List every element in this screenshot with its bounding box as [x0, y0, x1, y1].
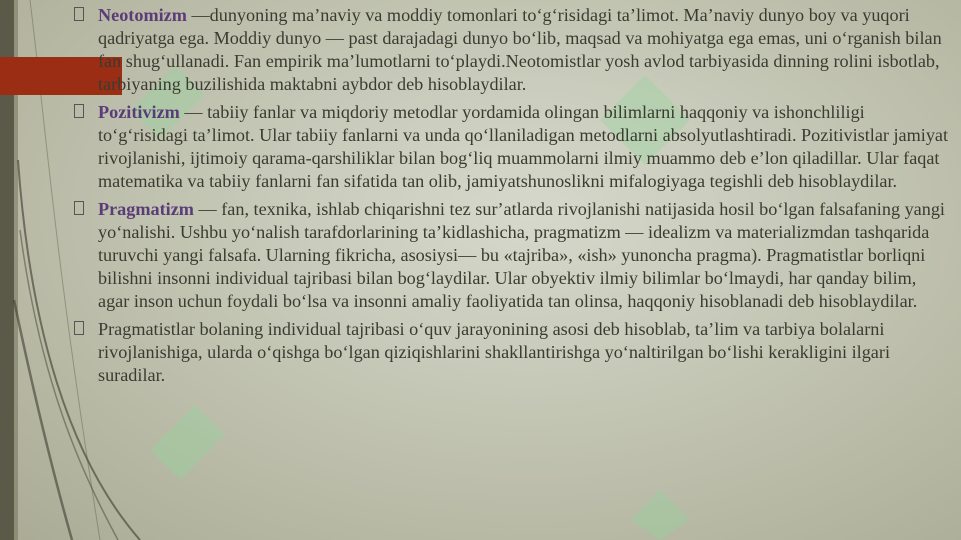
bullet-text: —dunyoning maʼnaviy va moddiy tomonlari toʻgʻrisidagi taʼlimot. Maʼnaviy dunyo boy va yuqori qadriyatga ega. Moddiy dunyo — past darajadagi dunyo boʻlib, maqsad va mohiyatga ega emas, uni oʻrganish bilan fan shugʻullanadi. Fan empirik maʼlumotlarni toʻplaydi.Neotomistlar yosh avlod tarbiyasida dinning rolini isbotlab, tarbiyaning buzilishida maktabni aybdor deb hisoblaydilar. — [98, 5, 942, 94]
bullet-item-pozitivizm — [72, 101, 952, 193]
bullet-icon — [74, 321, 84, 335]
bullet-icon — [74, 104, 84, 118]
bullet-text: Pragmatistlar bolaning individual tajribasi oʻquv jarayonining asosi deb hisoblab, taʼlim va tarbiya bolalarni rivojlanishiga, ularda oʻqishga boʻlgan qiziqishlarini shakllantirishga yoʻnaltirilgan boʻlishi kerakligini ilgari suradilar. — [98, 319, 890, 385]
term-label: Pozitivizm — [98, 102, 180, 122]
term-label: Pragmatizm — [98, 199, 194, 219]
bullet-icon — [74, 201, 84, 215]
bullet-text: — tabiiy fanlar va miqdoriy metodlar yordamida olingan bilimlarni haqqoniy va ishonchliligi toʻgʻrisidagi taʼlimot. Ular tabiiy fanlarni va unda qoʻllaniladigan metodlarni absolyutlashtiradi. Pozitivistlar jamiyat rivojlanishi, ijtimoiy qarama-qarshiliklar bilan bogʻliq muammolarni ilmiy muammo deb eʼlon qiladillar. Ular faqat matematika va tabiiy fanlarni fan sifatida tan olib, jamiyatshunoslikni mifalogiyaga tegishli deb hisoblaydilar. — [98, 102, 949, 191]
bullet-item-pragmatizm — [72, 198, 952, 313]
bullet-icon — [74, 7, 84, 21]
bullet-item-neotomizm — [72, 4, 952, 96]
bullet-text: — fan, texnika, ishlab chiqarishni tez surʼatlarda rivojlanishi natijasida hosil boʻlgan falsafaning yangi yoʻnalishi. Ushbu yoʻnalish tarafdorlarining taʼkidlashicha, pragmatizm — idealizm va materializmdan tashqarida turuvchi yangi falsafa. Ularning fikricha, asosiysi— bu «tajriba», «ish» yunoncha pragma). Pragmatistlar borliqni bilishni insonni individual tajribasi bilan bogʻlaydilar. Ular obyektiv ilmiy bilimlar boʻlmaydi, har qanday bilim, agar inson uchun foydali boʻlsa va insonni amaliy faoliyatida tan olinsa, haqqoniy hisoblanadi deb hisoblaydilar. — [98, 199, 945, 311]
bullet-item-pragmatistlar — [72, 318, 952, 387]
slide-content — [72, 4, 952, 392]
term-label: Neotomizm — [98, 5, 187, 25]
